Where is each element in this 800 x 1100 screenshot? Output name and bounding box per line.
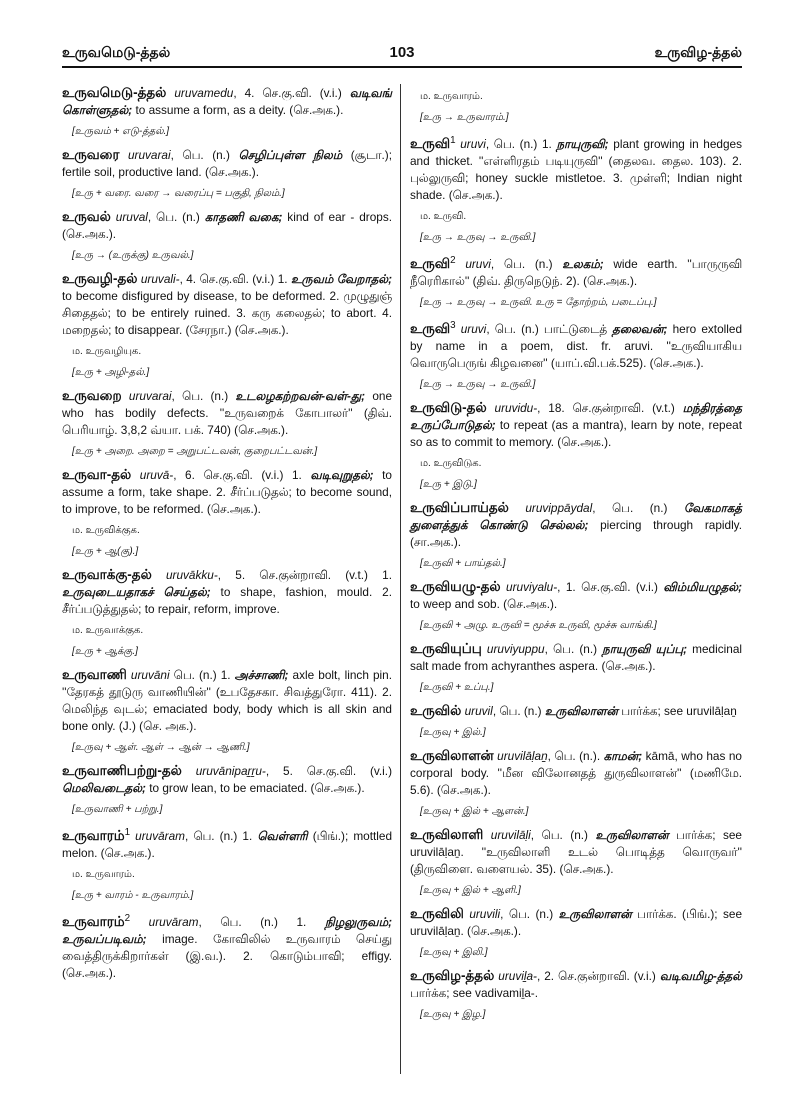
dictionary-entry [62, 146, 392, 181]
definition: kāmā, who has no corporal body. ''மீன விலோனதத் துருவிலாளன்'' (மணிமே. 5.6). (செ.அக.). [410, 748, 742, 797]
definition: one who has bodily defects. ''உருவறைக் கோபாலர்'' (திவ். பெரியாழ். 3,8,2 வ்யா. பக். 740) (செ.அக.). [62, 389, 393, 437]
headword: உருவி [410, 320, 451, 336]
definition: பார்க்க; see uruvilāḷaṉ. ''உருவிலாளி உடல் பொடித்த வொருவர்'' (திருவிளை. வளையல். 35). (செ.அக.). [410, 827, 742, 876]
dictionary-entry [62, 387, 392, 439]
grammar-label: , 1. செ.கு.வி. (v.i.) [557, 579, 664, 594]
dictionary-entry [410, 967, 742, 1002]
tamil-meaning: வடிவுறுதல்; [310, 468, 374, 482]
tamil-meaning: அச்சாணி; [234, 668, 289, 682]
dictionary-entry [410, 317, 742, 372]
tamil-meaning: வெள்ளரி [257, 828, 308, 843]
dictionary-entry [62, 270, 392, 339]
transliteration: uruval [115, 210, 148, 224]
grammar-label: , பெ. (n.) [592, 500, 684, 515]
column-divider [400, 84, 401, 1074]
running-head-right: உருவிழ-த்தல் [654, 44, 742, 60]
dictionary-entry [410, 252, 742, 290]
dictionary-entry [62, 208, 392, 243]
etymology: [உருவு + ஆள். ஆள் → ஆன் → ஆணி.] [72, 742, 250, 753]
cognate-note: ம. உருவி. [420, 210, 467, 222]
definition: medicinal salt made from achyranthes aspera. (செ.அக.). [410, 641, 742, 673]
transliteration: uruvā- [139, 468, 174, 482]
grammar-label: , 18. செ.குன்றாவி. (v.t.) [537, 400, 683, 415]
headword: உருவிப்பாய்தல் [410, 499, 509, 515]
etymology: [உருவி + உப்பு.] [420, 681, 494, 693]
definition: to assume a form, take shape. 2. சீர்ப்படுதல்; to become sound, to improve, to be reformed. (செ.அக.). [62, 468, 392, 516]
tamil-meaning: நாயுருவி; [556, 136, 609, 151]
etymology: [உரு + இடு.] [420, 478, 477, 490]
transliteration: uruviḻa- [498, 968, 537, 983]
dictionary-entry [410, 399, 742, 451]
definition: hero extolled by name in a poem, dist. fr. aruvi. ''உருவியாகிய வொருபெருங் கிழவனை'' (யாப்.வி.பக்.525). (செ.அக.). [410, 321, 743, 370]
transliteration: uruvilāḷaṉ [497, 748, 548, 763]
tamil-meaning: நாயுருவி யுப்பு; [602, 641, 688, 656]
homonym-number: 2 [450, 254, 456, 266]
homonym-number: 1 [450, 135, 456, 146]
tamil-meaning: வடிவங் கொள்ளுதல்; [62, 86, 393, 117]
tamil-meaning: வடிவமிழ-த்தல் [659, 968, 742, 983]
transliteration: uruvamedu [174, 86, 234, 100]
etymology: [உருவி + பாய்தல்.] [420, 557, 506, 569]
tamil-meaning: தலைவன்; [612, 321, 668, 336]
etymology: [உரு + அழி-தல்.] [72, 367, 150, 378]
definition: (சூடா.); fertile soil, productive land. (செ.அக.). [62, 148, 392, 179]
etymology: [உரு → (உருக்கு) உருவல்.] [72, 250, 194, 261]
headword: உருவிலாளன் [410, 747, 494, 763]
definition: piercing through rapidly. (சா.அக.). [410, 517, 742, 549]
headword: உருவழி-தல் [62, 271, 138, 286]
transliteration: uruvidu- [494, 400, 538, 415]
transliteration: uruvil [464, 703, 493, 718]
headword: உருவாரம் [62, 913, 125, 929]
dictionary-entry [62, 566, 392, 618]
cognate-note: ம. உருவழியுக. [72, 346, 142, 357]
headword: உருவி [410, 135, 451, 151]
headword: உருவாணி [62, 667, 127, 682]
running-head-left: உருவமெடு-த்தல் [62, 44, 171, 60]
grammar-label: , 5. செ.கு.வி. (v.i.) [265, 764, 393, 778]
homonym-number: 1 [124, 827, 131, 838]
headword: உருவாக்கு-தல் [62, 567, 152, 582]
headword: உருவாணிபற்று-தல் [62, 763, 182, 778]
etymology: [உரு → உருவாரம்.] [420, 112, 509, 123]
transliteration: uruvilāḷi [490, 827, 531, 842]
definition: to shape, fashion, mould. 2. சீர்ப்படுத்துதல்; to repair, reform, improve. [62, 585, 392, 616]
etymology: [உருவு + இலி.] [420, 946, 488, 958]
grammar-label: , பெ. (n.) [171, 389, 236, 403]
headword: உருவில் [410, 702, 462, 718]
headword: உருவிலி [410, 905, 464, 921]
homonym-number: 2 [124, 912, 131, 924]
headword: உருவியுப்பு [410, 640, 482, 656]
definition: image. கோவிலில் உருவாரம் செய்து வைத்திருக்கிறார்கள் (இ.வ.). 2. கொடும்பாவி; effigy. (செ.அக.). [62, 931, 392, 980]
cognate-note: ம. உருவிக்குக. [72, 525, 140, 536]
right-column [410, 84, 742, 1029]
etymology: [உருவு + இல்.] [420, 726, 486, 738]
tamil-meaning: உருவுடையதாகச் செய்தல்; [62, 585, 211, 599]
tamil-meaning: உருவம் வேறாதல்; [290, 272, 393, 286]
tamil-meaning: மெலிவடைதல்; [62, 781, 146, 795]
tamil-meaning: உலகம்; [562, 256, 604, 271]
tamil-meaning: உருவிலாளன் [595, 827, 669, 842]
grammar-label: , 4. செ.கு.வி. (v.i.) 1. [179, 272, 291, 286]
tamil-meaning: செழிப்புள்ள நிலம் [238, 148, 343, 162]
etymology: [உரு + வாரம் - உருவாரம்.] [72, 889, 194, 901]
dictionary-entry [62, 762, 392, 797]
dictionary-entry [410, 905, 742, 940]
homonym-number: 3 [450, 319, 456, 331]
definition: பார்க்க; see vadivamiḻa-. [410, 985, 538, 1000]
cognate-note: ம. உருவிடுக. [420, 457, 482, 469]
header-rule [62, 66, 742, 68]
transliteration: uruvi [460, 321, 487, 336]
dictionary-entry [62, 84, 392, 119]
tamil-meaning: உடலழகற்றவன்-வள்-து; [235, 389, 366, 403]
dictionary-entry [410, 702, 742, 720]
grammar-label: , பெ. (n.) [492, 703, 545, 718]
definition: plant growing in hedges and thicket. ''எள்ளிரதம் படியுருவி'' (தைலவ. தைல. 103). 2. புல்லுருவி; honey suckle mistletoe. 3. முள்ளி; Indian night shade. (செ.அக.). [410, 136, 742, 202]
transliteration: uruvili [469, 906, 501, 921]
grammar-label: , 5. செ.குன்றாவி. (v.t.) 1. [217, 568, 392, 582]
headword: உருவாரம் [62, 827, 125, 843]
transliteration: uruvi [465, 256, 491, 271]
dictionary-entry [410, 747, 742, 799]
dictionary-entry [410, 826, 742, 878]
definition: to weep and sob. (செ.அக.). [410, 596, 558, 611]
grammar-label: , பெ. (n.) பாட்டுடைத் [486, 321, 613, 336]
etymology: [உரு + ஆ(கு).] [72, 546, 139, 557]
etymology: [உருவம் + எடு-த்தல்.] [72, 126, 170, 137]
headword: உருவல் [62, 209, 111, 224]
definition: kind of ear - drops. (செ.அக.). [62, 210, 392, 241]
headword: உருவரை [62, 147, 120, 162]
transliteration: uruviyalu- [506, 579, 558, 594]
grammar-label: , 6. செ.கு.வி. (v.i.) 1. [173, 468, 311, 482]
etymology: [உரு → உருவு → உருவி.] [420, 378, 536, 390]
definition: to grow lean, to be emaciated. (செ.அக.). [145, 781, 365, 795]
grammar-label: , 4. செ.கு.வி. (v.i.) [233, 86, 350, 100]
definition: பார்க்க; see uruvilāḷaṉ [617, 703, 737, 718]
dictionary-entry [62, 466, 392, 518]
transliteration: uruvarai [127, 148, 171, 162]
page-number: 103 [389, 44, 415, 61]
transliteration: uruvarai [128, 389, 172, 403]
grammar-label: , பெ. (n.) 1. [485, 136, 557, 151]
dictionary-entry [62, 666, 392, 735]
transliteration: uruvāni [130, 668, 170, 682]
definition: to repeat (as a mantra), learn by note, repeat so as to commit to memory. (செ.அக.). [410, 417, 742, 449]
etymology: [உருவு + இல் + ஆளன்.] [420, 805, 529, 817]
transliteration: uruvi [460, 136, 486, 151]
etymology: [உரு + ஆக்கு.] [72, 646, 138, 657]
transliteration: uruvippāydal [525, 500, 593, 515]
transliteration: uruvāram [135, 828, 185, 843]
grammar-label: பெ. (n.) 1. [169, 668, 235, 682]
tamil-meaning: விம்மியழுதல்; [663, 579, 742, 594]
headword: உருவா-தல் [62, 467, 132, 482]
page-header [62, 44, 742, 68]
tamil-meaning: வேகமாகத் துளைத்துக் கொண்டு செல்லல்; [410, 500, 742, 532]
cognate-note: ம. உருவாரம். [420, 91, 483, 102]
grammar-label: , பெ. (n.) 1. [184, 828, 258, 843]
etymology: [உரு + வரை. வரை → வரைப்பு = பகுதி, நிலம்.] [72, 188, 285, 199]
transliteration: uruvali- [140, 272, 180, 286]
headword: உருவமெடு-த்தல் [62, 85, 167, 100]
transliteration: uruvāram [148, 914, 199, 929]
etymology: [உரு → உருவு → உருவி.] [420, 231, 536, 243]
dictionary-entry [410, 578, 742, 613]
etymology: [உருவு + இல் + ஆளி.] [420, 884, 521, 896]
tamil-meaning: காதணி வகை; [204, 210, 283, 224]
definition: to become disfigured by disease, to be deformed. 2. முழுதுஞ் சிதைதல்; to be entirely ruined. 3. கரு கலைதல்; to abort. 4. மறைதல்; to disappear. (சேரநா.) (செ.அக.). [62, 289, 392, 337]
transliteration: uruviyuppu [486, 641, 545, 656]
headword: உருவிடு-தல் [410, 399, 487, 415]
grammar-label: , பெ. (n.) [544, 641, 603, 656]
dictionary-entry [410, 640, 742, 675]
tamil-meaning: நிழலுருவம்; உருவப்படிவம்; [62, 914, 392, 946]
definition: axle bolt, linch pin. ''தேரகத் தூடுரு வாணியின்'' (உபதேசகா. சிவத்துரோ. 411). 2. மெலிந்த வுடல்; emaciated body, body which is all skin and bone only. (J.) (செ. அக.). [62, 668, 392, 733]
etymology: [உரு → உருவு → உருவி. உரு = தோற்றம், படைப்பு.] [420, 296, 657, 308]
transliteration: uruvākku- [165, 568, 218, 582]
grammar-label: , பெ. (n.). [547, 748, 604, 763]
headword: உருவி [410, 255, 451, 271]
definition: to assume a form, as a deity. (செ.அக.). [132, 103, 344, 117]
grammar-label: , பெ. (n.) 1. [198, 914, 325, 929]
definition: wide earth. ''பாருருவி நீரெரிகால்'' (திவ். திருநெடுந். 2). (செ.அக.). [410, 256, 742, 288]
etymology: [உருவி + அழு. உருவி = மூச்சு உருவி, மூச்சு வாங்கி.] [420, 619, 657, 631]
etymology: [உருவாணி + பற்று.] [72, 804, 163, 815]
headword: உருவிலாளி [410, 826, 484, 842]
definition: (பிங்.); mottled melon. (செ.அக.). [62, 828, 393, 860]
dictionary-entry [410, 132, 742, 204]
etymology: [உருவு + இழ.] [420, 1008, 486, 1020]
tamil-meaning: உருவிலாளன் [558, 906, 632, 921]
cognate-note: ம. உருவாரம். [72, 868, 135, 880]
grammar-label: , பெ. (n.) [490, 256, 563, 271]
grammar-label: , பெ. (n.) [170, 148, 239, 162]
tamil-meaning: உருவிலாளன் [544, 703, 618, 718]
grammar-label: , பெ. (n.) [147, 210, 205, 224]
grammar-label: , பெ. (n.) [530, 827, 596, 842]
dictionary-entry [62, 824, 392, 862]
headword: உருவியழு-தல் [410, 578, 501, 594]
definition: பார்க்க. (பிங்.); see uruvilāḷaṉ. (செ.அக.). [410, 906, 743, 938]
transliteration: uruvānipaṟṟu- [195, 764, 266, 778]
tamil-meaning: மந்திரத்தை உருப்போடுதல்; [410, 400, 742, 432]
grammar-label: , பெ. (n.) [500, 906, 559, 921]
left-column [62, 84, 392, 985]
tamil-meaning: காமன்; [603, 748, 643, 763]
dictionary-entry [62, 910, 392, 982]
cognate-note: ம. உருவாக்குக. [72, 625, 144, 636]
grammar-label: , 2. செ.குன்றாவி. (v.i.) [536, 968, 660, 983]
dictionary-entry [410, 499, 742, 551]
headword: உருவிழ-த்தல் [410, 967, 495, 983]
etymology: [உரு + அறை. அறை = அறுபட்டவன், குறைபட்டவன்.] [72, 446, 318, 457]
headword: உருவறை [62, 388, 122, 403]
